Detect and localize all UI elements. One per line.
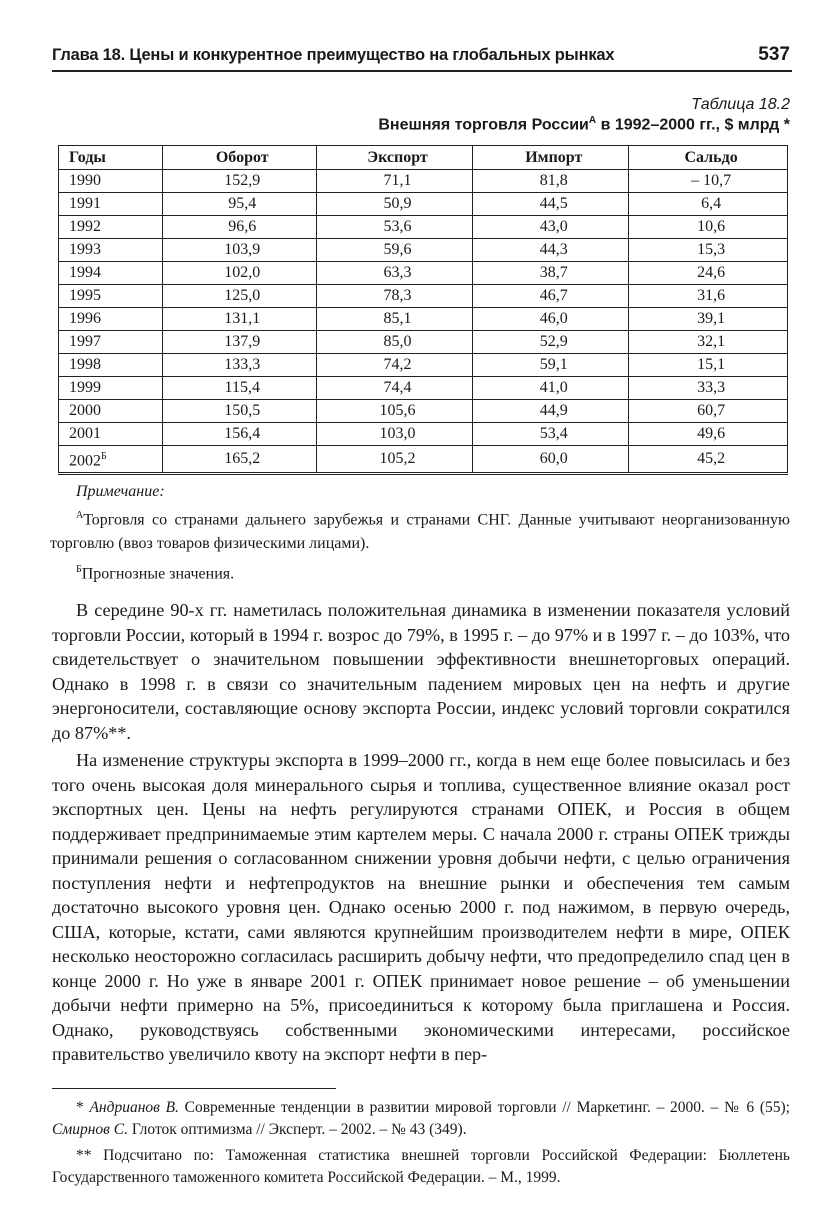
cell-balance: 39,1 <box>629 308 788 331</box>
cell-balance: 60,7 <box>629 400 788 423</box>
table-caption-main: Внешняя торговля России <box>378 116 589 134</box>
table-caption <box>378 115 790 134</box>
year-value: 1990 <box>69 172 101 189</box>
table-row <box>59 331 788 354</box>
cell-balance: 10,6 <box>629 216 788 239</box>
note-b-text: Прогнозные значения. <box>81 565 235 583</box>
cell-import: 59,1 <box>473 354 629 377</box>
cell-export: 63,3 <box>316 262 473 285</box>
cell-turnover: 125,0 <box>162 285 316 308</box>
table-row <box>59 262 788 285</box>
cell-year <box>59 400 163 423</box>
cell-export: 105,6 <box>316 400 473 423</box>
cell-turnover: 115,4 <box>162 377 316 400</box>
footnote-2-mark: ** <box>76 1147 92 1164</box>
table-row <box>59 170 788 193</box>
body-text <box>52 598 790 1067</box>
note-b <box>50 558 790 586</box>
note-a-mark: А <box>76 510 84 521</box>
year-footnote-mark: Б <box>101 451 107 462</box>
cell-turnover: 131,1 <box>162 308 316 331</box>
cell-import: 81,8 <box>473 170 629 193</box>
cell-balance: 49,6 <box>629 423 788 446</box>
cell-balance: 15,1 <box>629 354 788 377</box>
cell-year <box>59 423 163 446</box>
column-header-years: Годы <box>59 146 163 170</box>
cell-year <box>59 285 163 308</box>
cell-import: 44,5 <box>473 193 629 216</box>
cell-year <box>59 239 163 262</box>
cell-import: 60,0 <box>473 446 629 474</box>
column-header-import: Импорт <box>473 146 629 170</box>
cell-export: 105,2 <box>316 446 473 474</box>
cell-export: 85,0 <box>316 331 473 354</box>
year-value: 1998 <box>69 356 101 373</box>
year-value: 1991 <box>69 195 101 212</box>
column-header-balance: Сальдо <box>629 146 788 170</box>
cell-export: 85,1 <box>316 308 473 331</box>
column-header-export: Экспорт <box>316 146 473 170</box>
cell-export: 71,1 <box>316 170 473 193</box>
cell-balance: 6,4 <box>629 193 788 216</box>
cell-turnover: 133,3 <box>162 354 316 377</box>
table-row <box>59 423 788 446</box>
cell-balance: 32,1 <box>629 331 788 354</box>
table-label: Таблица 18.2 <box>691 96 790 113</box>
cell-export: 59,6 <box>316 239 473 262</box>
paragraph: На изменение структуры экспорта в 1999–2000 гг., когда в нем еще более повысилась и без того очень высокая доля минерального сырья и топлива, существенное влияние оказал рост экспортных цен. Цены на нефть регулируются странами ОПЕК, и Россия в общем поддерживает предпринимаемые этим картелем меры. С начала 2000 г. страны ОПЕК трижды принимали решения о согласованном снижении уровня добычи нефти, с целью ограничения поступления нефти и нефтепродуктов на внешние рынки и обеспечения тем самым достаточно высокого уровня цен. Однако осенью 2000 г. под нажимом, в первую очередь, США, которые, кстати, сами являются крупнейшим производителем нефти в мире, ОПЕК несколько неосторожно согласилась расширить добычу нефти, что предопределило спад цен в конце 2000 г. Но уже в январе 2001 г. ОПЕК принимает новое решение – об уменьшении добычи нефти примерно на 5%, присоединиться к которому была приглашена и Россия. Однако, руководствуясь собственными экономическими интересами, российское правительство увеличило квоту на экспорт нефти в пер- <box>52 750 790 1064</box>
trade-table <box>58 145 788 475</box>
table-row <box>59 308 788 331</box>
table-row <box>59 216 788 239</box>
table-row <box>59 285 788 308</box>
cell-export: 50,9 <box>316 193 473 216</box>
table-row <box>59 400 788 423</box>
cell-turnover: 137,9 <box>162 331 316 354</box>
cell-turnover: 103,9 <box>162 239 316 262</box>
cell-year <box>59 377 163 400</box>
note-heading: Примечание: <box>76 483 165 500</box>
cell-import: 46,0 <box>473 308 629 331</box>
year-value: 1992 <box>69 218 101 235</box>
table-notes <box>50 480 790 587</box>
footnote-1-text-2: Глоток оптимизма // Эксперт. – 2002. – № 43 (349). <box>128 1121 467 1138</box>
cell-balance: – 10,7 <box>629 170 788 193</box>
cell-export: 74,4 <box>316 377 473 400</box>
cell-year <box>59 354 163 377</box>
cell-turnover: 156,4 <box>162 423 316 446</box>
cell-year <box>59 446 163 474</box>
footnotes <box>52 1097 790 1189</box>
cell-year <box>59 331 163 354</box>
year-value: 1994 <box>69 264 101 281</box>
footnote-1-author-2: Смирнов С. <box>52 1121 128 1138</box>
year-value: 1993 <box>69 241 101 258</box>
cell-export: 78,3 <box>316 285 473 308</box>
year-value: 2001 <box>69 425 101 442</box>
footnote-divider <box>52 1088 336 1089</box>
year-value: 1999 <box>69 379 101 396</box>
chapter-title: Глава 18. Цены и конкурентное преимущество на глобальных рынках <box>52 46 615 64</box>
table-header-row <box>59 146 788 170</box>
footnote-2-text: Подсчитано по: Таможенная статистика внешней торговли Российской Федерации: Бюллетень Государственного таможенного комитета Российской Федерации. – М., 1999. <box>52 1147 790 1186</box>
cell-export: 74,2 <box>316 354 473 377</box>
cell-turnover: 152,9 <box>162 170 316 193</box>
table-caption-rest: в 1992–2000 гг., $ млрд * <box>596 116 790 134</box>
table-row <box>59 446 788 474</box>
table-row <box>59 377 788 400</box>
cell-export: 53,6 <box>316 216 473 239</box>
cell-import: 38,7 <box>473 262 629 285</box>
cell-import: 44,3 <box>473 239 629 262</box>
year-value: 2002 <box>69 452 101 470</box>
footnote-1 <box>52 1097 790 1141</box>
footnote-1-text-1: Современные тенденции в развитии мировой торговли // Маркетинг. – 2000. – № 6 (55); <box>178 1099 790 1116</box>
cell-import: 46,7 <box>473 285 629 308</box>
note-b-mark: Б <box>76 564 82 576</box>
cell-import: 44,9 <box>473 400 629 423</box>
cell-balance: 15,3 <box>629 239 788 262</box>
cell-turnover: 102,0 <box>162 262 316 285</box>
running-header <box>52 40 792 72</box>
cell-turnover: 150,5 <box>162 400 316 423</box>
cell-balance: 24,6 <box>629 262 788 285</box>
cell-turnover: 165,2 <box>162 446 316 474</box>
cell-turnover: 96,6 <box>162 216 316 239</box>
page-number: 537 <box>758 44 790 65</box>
cell-balance: 33,3 <box>629 377 788 400</box>
cell-year <box>59 308 163 331</box>
cell-year <box>59 170 163 193</box>
cell-import: 43,0 <box>473 216 629 239</box>
cell-year <box>59 262 163 285</box>
cell-turnover: 95,4 <box>162 193 316 216</box>
paragraph: В середине 90-х гг. наметилась положительная динамика в изменении показателя условий торговли России, который в 1994 г. возрос до 79%, в 1995 г. – до 97% и в 1997 г. – до 103%, что свидетельствует о значительном повышении эффективности внешнеторговых операций. Однако в 1998 г. в связи со значительным падением мировых цен на нефть и другие энергоносители, составляющие основу экспорта России, индекс условий торговли сократился до 87%**. <box>52 600 790 743</box>
footnote-1-mark: * <box>76 1099 84 1116</box>
year-value: 1997 <box>69 333 101 350</box>
cell-year <box>59 193 163 216</box>
cell-balance: 45,2 <box>629 446 788 474</box>
note-a <box>50 504 790 556</box>
table-body <box>59 170 788 474</box>
year-value: 2000 <box>69 402 101 419</box>
table-row <box>59 193 788 216</box>
cell-year <box>59 216 163 239</box>
note-a-text: Торговля со странами дальнего зарубежья и странами СНГ. Данные учитывают неорганизованную торговлю (ввоз товаров физическими лицами). <box>50 511 790 553</box>
cell-import: 52,9 <box>473 331 629 354</box>
cell-balance: 31,6 <box>629 285 788 308</box>
footnote-2 <box>52 1145 790 1189</box>
year-value: 1996 <box>69 310 101 327</box>
table-row <box>59 354 788 377</box>
table-caption-sup: А <box>588 115 597 126</box>
column-header-turnover: Оборот <box>162 146 316 170</box>
footnote-1-author-1: Андрианов В. <box>89 1099 179 1116</box>
cell-export: 103,0 <box>316 423 473 446</box>
cell-import: 53,4 <box>473 423 629 446</box>
table-row <box>59 239 788 262</box>
year-value: 1995 <box>69 287 101 304</box>
cell-import: 41,0 <box>473 377 629 400</box>
